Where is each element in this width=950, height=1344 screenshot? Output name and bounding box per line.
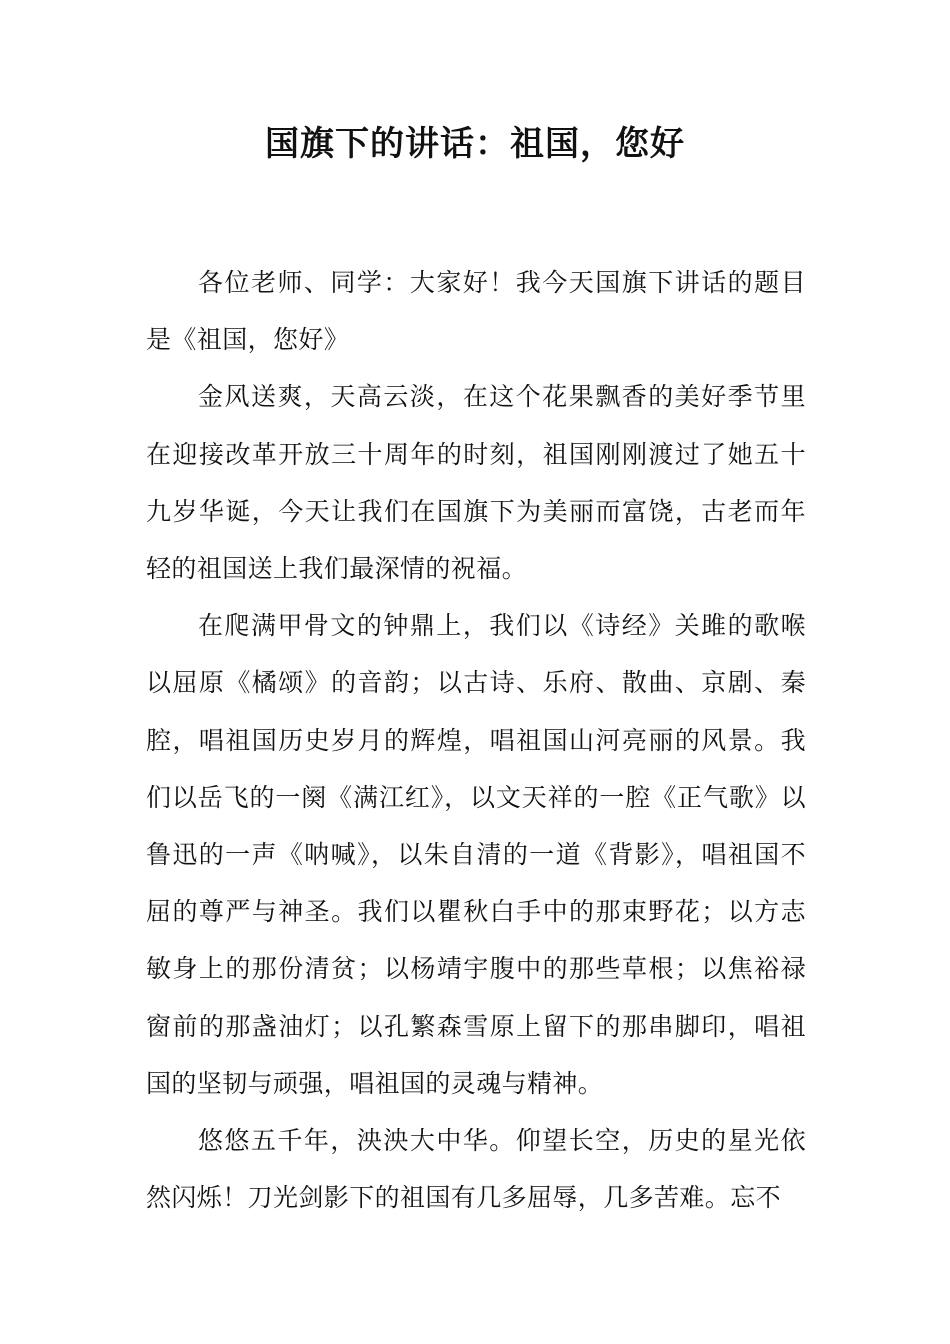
document-body — [146, 254, 806, 1226]
paragraph-autumn: 金风送爽，天高云淡，在这个花果飘香的美好季节里在迎接改革开放三十周年的时刻，祖国刚刚渡过了她五十九岁华诞，今天让我们在国旗下为美丽而富饶，古老而年轻的祖国送上我们最深情的祝福。 — [146, 382, 806, 584]
paragraph-greeting: 各位老师、同学：大家好！我今天国旗下讲话的题目是《祖国，您好》 — [146, 268, 806, 355]
document-title: 国旗下的讲话：祖国，您好 — [265, 124, 685, 164]
paragraph-five-thousand-years: 悠悠五千年，泱泱大中华。仰望长空，历史的星光依然闪烁！刀光剑影下的祖国有几多屈辱，几多苦难。忘不 — [146, 1126, 806, 1213]
paragraph-history: 在爬满甲骨文的钟鼎上，我们以《诗经》关雎的歌喉以屈原《橘颂》的音韵；以古诗、乐府、散曲、京剧、秦腔，唱祖国历史岁月的辉煌，唱祖国山河亮丽的风景。我们以岳飞的一阕《满江红》，以文天祥的一腔《正气歌》以鲁迅的一声《呐喊》，以朱自清的一道《背影》，唱祖国不屈的尊严与神圣。我们以瞿秋白手中的那束野花；以方志敏身上的那份清贫；以杨靖宇腹中的那些草根；以焦裕禄窗前的那盏油灯；以孔繁森雪原上留下的那串脚印，唱祖国的坚韧与顽强，唱祖国的灵魂与精神。 — [146, 611, 806, 1098]
